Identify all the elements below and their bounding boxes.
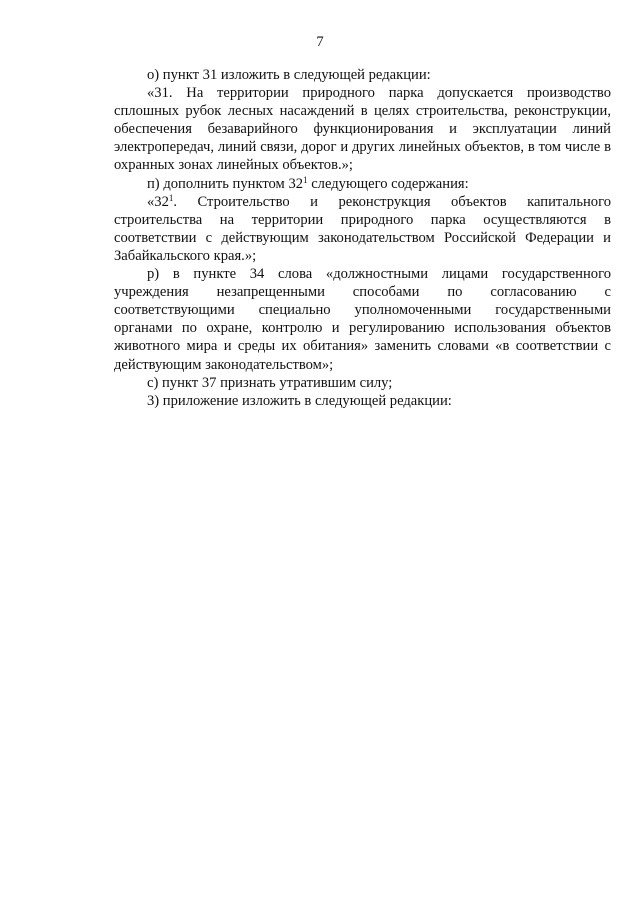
paragraph-item-3: 3) приложение изложить в следующей редакции:: [147, 392, 452, 409]
paragraph-subitem-s: с) пункт 37 признать утратившим силу;: [147, 374, 393, 391]
paragraph-subitem-p: [114, 175, 611, 193]
paragraph-point-32-1: [114, 193, 611, 265]
paragraph-subitem-r: р) в пункте 34 слова «должностными лицами государственного учреждения незапрещенными способами по согласованию с соответствующими специально уполномоченными государственными органами по охране, контролю и регулированию использования объектов животного мира и среды их обитания» заменить словами «в соответствии с действующим законодательством»;: [114, 266, 611, 373]
superscript-index: 1: [168, 192, 174, 203]
paragraph-point-31: «31. На территории природного парка допускается производство сплошных рубок лесных насаждений в целях строительства, реконструкции, обеспечения безаварийного функционирования и эксплуатации линий электропередач, линий связи, дорог и других линейных объектов, в том числе в охранных зонах линейных объектов.»;: [114, 85, 611, 174]
paragraph-subitem-o: о) пункт 31 изложить в следующей редакции:: [147, 67, 431, 83]
page-number: 7: [316, 34, 324, 50]
subitem-p-text-before: п) дополнить пунктом 32: [147, 175, 304, 192]
subitem-p-text-after: следующего содержания:: [307, 175, 469, 192]
document-body: [114, 66, 611, 410]
superscript-index: 1: [303, 174, 308, 185]
point-32-1-text-after: . Строительство и реконструкция объектов капитального строительства на территории природного парка осуществляются в соответствии с действующим законодательством Российской Федерации и Забайкальского края.»;: [114, 193, 611, 264]
point-32-1-text-before: «32: [147, 193, 169, 210]
